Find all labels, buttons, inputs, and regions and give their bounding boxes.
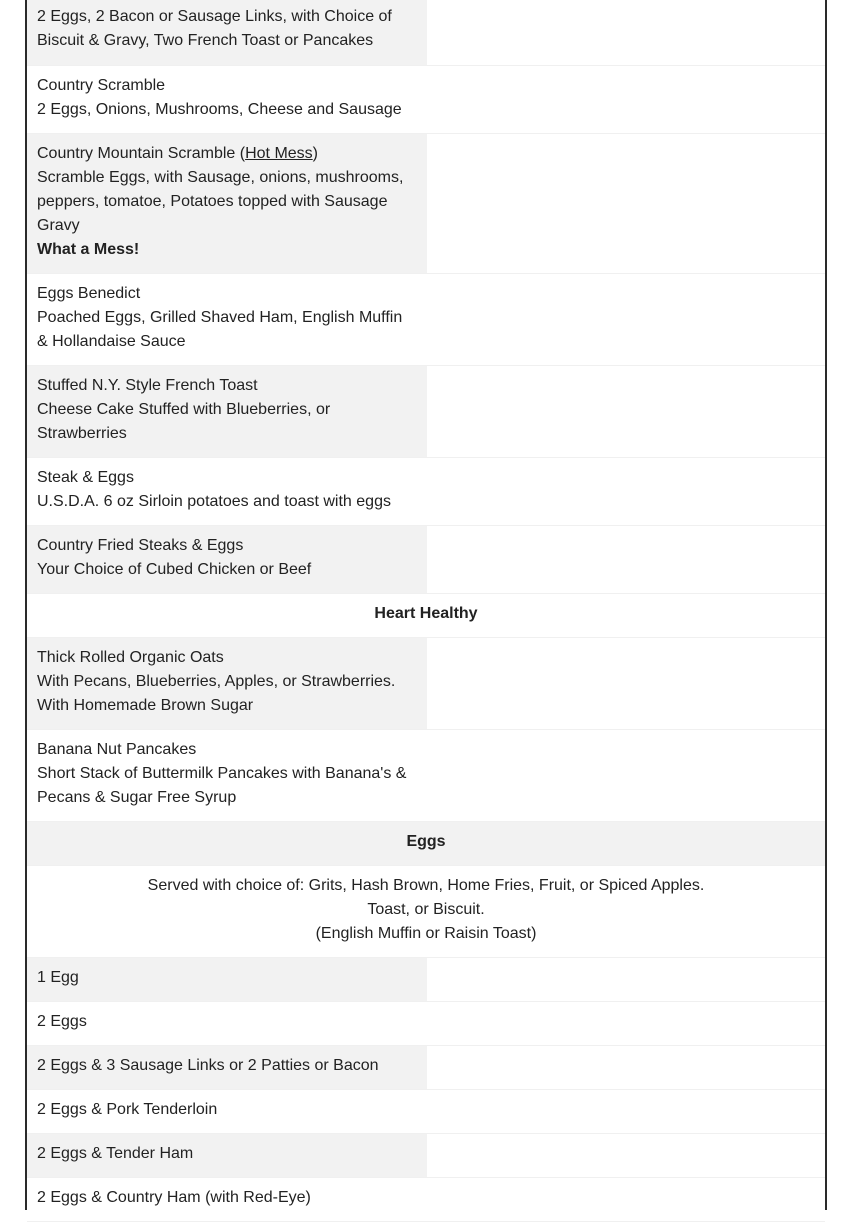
table-row [27, 0, 825, 65]
table-row [27, 273, 825, 365]
section-heading-heart-healthy: Heart Healthy [27, 593, 825, 637]
menu-item-description: With Pecans, Blueberries, Apples, or Strawberries. With Homemade Brown Sugar [37, 672, 396, 714]
menu-item [27, 525, 427, 593]
table-row [27, 637, 825, 729]
menu-item [27, 273, 427, 365]
section-header-row [27, 821, 825, 865]
empty-cell [427, 729, 825, 821]
menu-item-title [37, 142, 417, 166]
empty-cell [427, 1045, 825, 1089]
menu-item-title: Stuffed N.Y. Style French Toast [37, 376, 258, 394]
menu-item-description: U.S.D.A. 6 oz Sirloin potatoes and toast with eggs [37, 492, 391, 510]
menu-item [27, 0, 427, 65]
eggs-sides-note [27, 865, 825, 957]
menu-item-line: 2 Eggs, 2 Bacon or Sausage Links, with Choice of [37, 8, 392, 25]
table-row [27, 1089, 825, 1133]
table-row [27, 133, 825, 273]
menu-item: 2 Eggs & Country Ham (with Red-Eye) [27, 1177, 427, 1221]
hot-mess-link[interactable]: Hot Mess [245, 144, 313, 162]
menu-item-description: Cheese Cake Stuffed with Blueberries, or Strawberries [37, 400, 331, 442]
empty-cell [427, 957, 825, 1001]
table-row [27, 65, 825, 133]
menu-item [27, 729, 427, 821]
section-note-row [27, 865, 825, 957]
table-row [27, 365, 825, 457]
menu-item [27, 65, 427, 133]
menu-item-description: Short Stack of Buttermilk Pancakes with Banana's & Pecans & Sugar Free Syrup [37, 764, 407, 806]
title-suffix: ) [312, 144, 318, 162]
empty-cell [427, 365, 825, 457]
note-line: Served with choice of: Grits, Hash Brown, Home Fries, Fruit, or Spiced Apples. [147, 876, 705, 894]
empty-cell [427, 133, 825, 273]
menu-table [27, 0, 825, 1222]
table-row [27, 957, 825, 1001]
menu-item-title: Country Fried Steaks & Eggs [37, 536, 244, 554]
empty-cell [427, 525, 825, 593]
menu-item [27, 365, 427, 457]
menu-item [27, 457, 427, 525]
empty-cell [427, 637, 825, 729]
menu-item-description: 2 Eggs, Onions, Mushrooms, Cheese and Sausage [37, 100, 402, 118]
menu-item [27, 133, 427, 273]
menu-item: 2 Eggs & Pork Tenderloin [27, 1089, 427, 1133]
menu-item-description: Scramble Eggs, with Sausage, onions, mushrooms, peppers, tomatoe, Potatoes topped with Sausage Gravy [37, 168, 404, 234]
note-line: (English Muffin or Raisin Toast) [315, 924, 537, 942]
menu-item-title: Steak & Eggs [37, 468, 134, 486]
empty-cell [427, 1089, 825, 1133]
menu-item [27, 637, 427, 729]
section-heading-eggs: Eggs [27, 821, 825, 865]
menu-item: 2 Eggs & Tender Ham [27, 1133, 427, 1177]
table-row [27, 457, 825, 525]
empty-cell [427, 65, 825, 133]
table-row [27, 1133, 825, 1177]
empty-cell [427, 1133, 825, 1177]
empty-cell [427, 273, 825, 365]
menu-item-title: Thick Rolled Organic Oats [37, 648, 224, 666]
title-prefix: Country Mountain Scramble ( [37, 144, 246, 162]
menu-item-description: Poached Eggs, Grilled Shaved Ham, English Muffin & Hollandaise Sauce [37, 308, 403, 350]
menu-item: 2 Eggs [27, 1001, 427, 1045]
menu-item-title: Banana Nut Pancakes [37, 740, 197, 758]
menu-item-line: Biscuit & Gravy, Two French Toast or Pancakes [37, 32, 374, 49]
menu-item-title: Eggs Benedict [37, 284, 141, 302]
menu-item: 1 Egg [27, 957, 427, 1001]
note-line: Toast, or Biscuit. [367, 900, 485, 918]
empty-cell [427, 1001, 825, 1045]
table-row [27, 1045, 825, 1089]
section-header-row [27, 593, 825, 637]
menu-item-title: Country Scramble [37, 76, 166, 94]
empty-cell [427, 457, 825, 525]
menu-item: 2 Eggs & 3 Sausage Links or 2 Patties or Bacon [27, 1045, 427, 1089]
menu-item-description: Your Choice of Cubed Chicken or Beef [37, 560, 312, 578]
menu-item-emphasis: What a Mess! [37, 240, 140, 258]
empty-cell [427, 0, 825, 65]
table-row [27, 525, 825, 593]
table-row [27, 1001, 825, 1045]
menu-frame [25, 0, 827, 1210]
table-row [27, 729, 825, 821]
